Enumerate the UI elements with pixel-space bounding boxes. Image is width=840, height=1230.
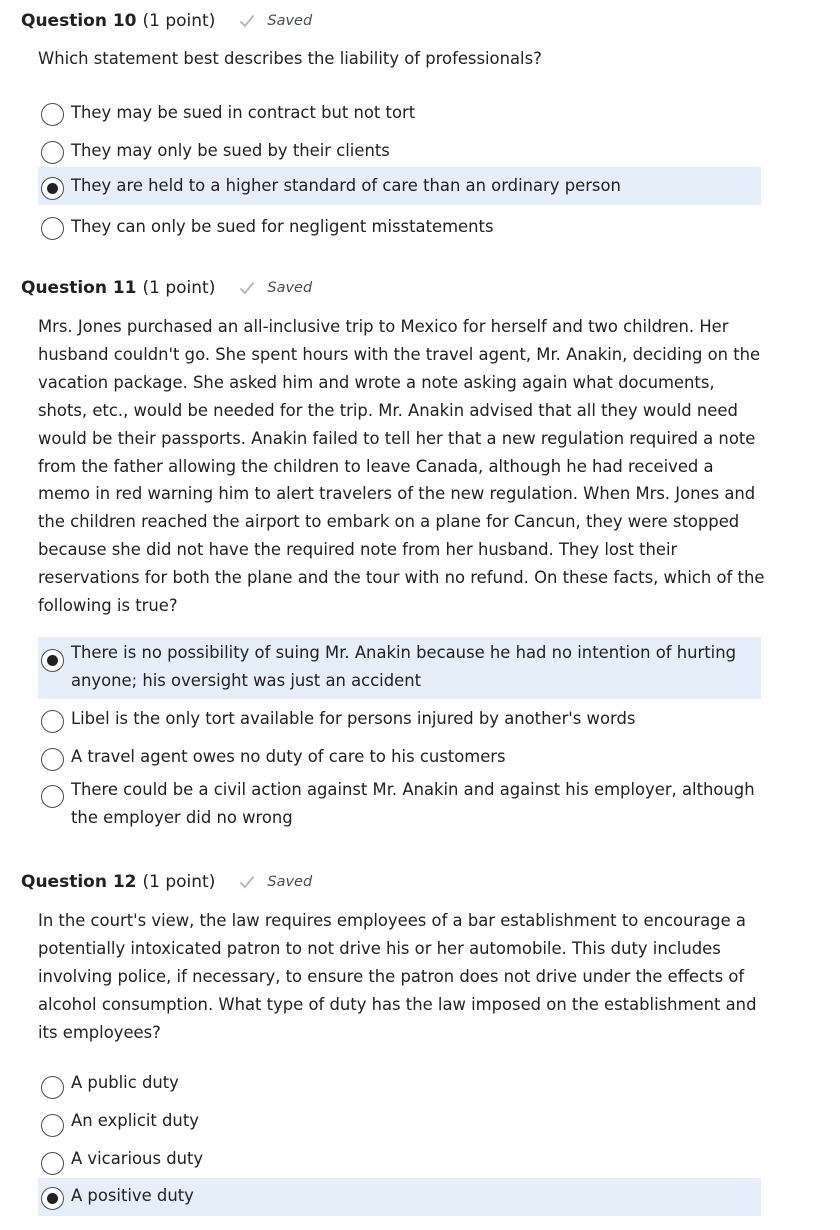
saved-status <box>239 874 312 890</box>
question-points: (1 point) <box>142 11 216 31</box>
saved-label: Saved <box>267 280 313 296</box>
radio-button[interactable] <box>41 1152 64 1175</box>
question-text: In the court's view, the law requires employees of a bar establishment to encourage a potentially intoxicated patron to not drive his or her automobile. This duty includes involving police, if necessary, to ensure the patron does not drive under the effects of alcohol consumption. What type of duty has the law imposed on the establishment and its employees? <box>38 911 757 1042</box>
radio-button[interactable] <box>41 710 64 733</box>
answer-label: There is no possibility of suing Mr. Anakin because he had no intention of hurting anyone; his oversight was just an accident <box>71 643 736 690</box>
question-title: Question 10 <box>21 11 137 31</box>
answer-option[interactable] <box>38 637 761 699</box>
answer-label: An explicit duty <box>71 1111 199 1130</box>
answer-label: They may be sued in contract but not tort <box>71 103 416 122</box>
answer-label: A vicarious duty <box>71 1149 204 1168</box>
answer-option[interactable] <box>38 135 761 165</box>
answer-label: A public duty <box>71 1073 179 1092</box>
answer-label: There could be a civil action against Mr. Anakin and against his employer, although the employer did no wrong <box>71 780 755 827</box>
answer-label: They are held to a higher standard of care than an ordinary person <box>71 176 621 195</box>
checkmark-icon <box>239 14 255 28</box>
radio-button[interactable] <box>41 217 64 240</box>
answer-label: A positive duty <box>71 1186 194 1205</box>
answer-option[interactable] <box>38 97 761 127</box>
question-points: (1 point) <box>142 278 216 298</box>
answer-option[interactable] <box>38 1178 761 1216</box>
answer-label: They may only be sued by their clients <box>71 141 390 160</box>
radio-button[interactable] <box>41 1076 64 1099</box>
saved-status <box>239 280 312 296</box>
radio-button[interactable] <box>41 748 64 771</box>
question-header <box>21 275 312 301</box>
question-text: Which statement best describes the liability of professionals? <box>38 49 542 68</box>
answer-option[interactable] <box>38 705 761 735</box>
answer-option[interactable] <box>38 211 761 241</box>
question-points: (1 point) <box>142 872 216 892</box>
radio-button[interactable] <box>41 1114 64 1137</box>
saved-label: Saved <box>267 874 313 890</box>
question-header <box>21 8 312 34</box>
saved-label: Saved <box>267 13 313 29</box>
checkmark-icon <box>239 875 255 889</box>
question-title: Question 11 <box>21 278 137 298</box>
answer-option[interactable] <box>38 167 761 205</box>
answer-option[interactable] <box>38 743 761 773</box>
answer-option[interactable] <box>38 1069 761 1099</box>
answer-option[interactable] <box>38 776 761 834</box>
radio-button-selected[interactable] <box>41 649 64 672</box>
radio-button-selected[interactable] <box>41 177 64 200</box>
answer-label: Libel is the only tort available for persons injured by another's words <box>71 709 636 728</box>
answer-label: They can only be sued for negligent misstatements <box>71 217 494 236</box>
saved-status <box>239 13 312 29</box>
question-text: Mrs. Jones purchased an all-inclusive trip to Mexico for herself and two children. Her husband couldn't go. She spent hours with the travel agent, Mr. Anakin, deciding on the vacation package. She asked him and wrote a note asking again what documents, shots, etc., would be needed for the trip. Mr. Anakin advised that all they would need would be their passports. Anakin failed to tell her that a new regulation required a note from the father allowing the children to leave Canada, although he had received a memo in red warning him to alert travelers of the new regulation. When Mrs. Jones and the children reached the airport to embark on a plane for Cancun, they were stopped because she did not have the required note from her husband. They lost their reservations for both the plane and the tour with no refund. On these facts, which of the following is true? <box>38 317 765 616</box>
answer-option[interactable] <box>38 1145 761 1175</box>
radio-button[interactable] <box>41 141 64 164</box>
checkmark-icon <box>239 281 255 295</box>
answer-option[interactable] <box>38 1107 761 1137</box>
radio-button-selected[interactable] <box>41 1187 64 1210</box>
radio-button[interactable] <box>41 785 64 808</box>
question-header <box>21 869 312 895</box>
question-title: Question 12 <box>21 872 137 892</box>
radio-button[interactable] <box>41 103 64 126</box>
answer-label: A travel agent owes no duty of care to his customers <box>71 747 506 766</box>
